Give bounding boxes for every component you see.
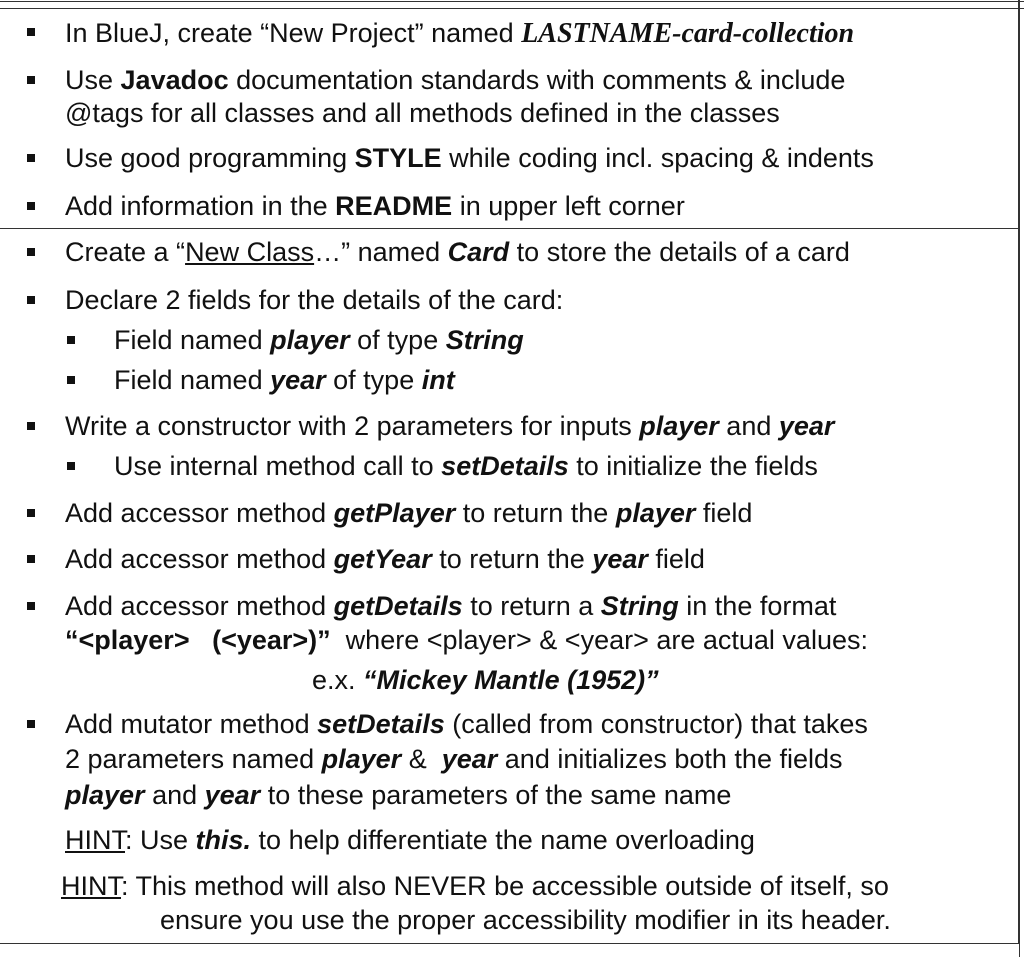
- new-class-item: Create a “New Class…” named Card to store the details of a card: [65, 237, 850, 267]
- hint-this: HINT: Use this. to help differentiate the name overloading: [65, 825, 755, 855]
- bullet-icon: [27, 509, 35, 517]
- get-details-example: e.x. “Mickey Mantle (1952)”: [312, 665, 659, 695]
- hint-accessibility: HINT: This method will also NEVER be accessible outside of itself, so: [61, 871, 889, 901]
- bullet-icon: [27, 28, 35, 36]
- top-rule: [0, 1, 1024, 2]
- field-player-item: Field named player of type String: [114, 325, 524, 355]
- bullet-icon: [27, 555, 35, 563]
- bullet-icon: [27, 422, 35, 430]
- set-details-item: Add mutator method setDetails (called from constructor) that takes: [65, 709, 868, 739]
- set-details-line2: 2 parameters named player & year and initializes both the fields: [65, 744, 843, 774]
- get-details-format: “<player> (<year>)” where <player> & <year> are actual values:: [65, 625, 868, 655]
- bluej-project-item: In BlueJ, create “New Project” named LASTNAME-card-collection: [65, 18, 855, 49]
- bullet-icon: [27, 154, 35, 162]
- field-year-item: Field named year of type int: [114, 365, 455, 395]
- top-rule-inner: [0, 8, 1024, 9]
- section-divider: [0, 228, 1019, 229]
- bullet-icon: [27, 602, 35, 610]
- set-details-line3: player and year to these parameters of the same name: [65, 780, 732, 810]
- hint-accessibility-line2: ensure you use the proper accessibility modifier in its header.: [160, 905, 891, 935]
- right-rule: [1019, 0, 1020, 957]
- constructor-item: Write a constructor with 2 parameters for inputs player and year: [65, 411, 835, 441]
- bullet-icon: [27, 296, 35, 304]
- bullet-icon: [27, 720, 35, 728]
- bullet-icon: [27, 248, 35, 256]
- constructor-sub-item: Use internal method call to setDetails to initialize the fields: [114, 451, 818, 481]
- bullet-icon: [27, 202, 35, 210]
- bullet-icon: [27, 76, 35, 84]
- get-year-item: Add accessor method getYear to return the year field: [65, 544, 705, 574]
- javadoc-item-line2: @tags for all classes and all methods defined in the classes: [65, 98, 780, 128]
- javadoc-item: Use Javadoc documentation standards with comments & include: [65, 65, 846, 95]
- bullet-icon: [67, 336, 75, 344]
- readme-item: Add information in the README in upper left corner: [65, 191, 685, 221]
- fields-item: Declare 2 fields for the details of the card:: [65, 285, 564, 315]
- get-player-item: Add accessor method getPlayer to return the player field: [65, 498, 753, 528]
- style-item: Use good programming STYLE while coding incl. spacing & indents: [65, 143, 874, 173]
- bullet-icon: [67, 462, 75, 470]
- bullet-icon: [67, 376, 75, 384]
- get-details-item: Add accessor method getDetails to return a String in the format: [65, 591, 837, 621]
